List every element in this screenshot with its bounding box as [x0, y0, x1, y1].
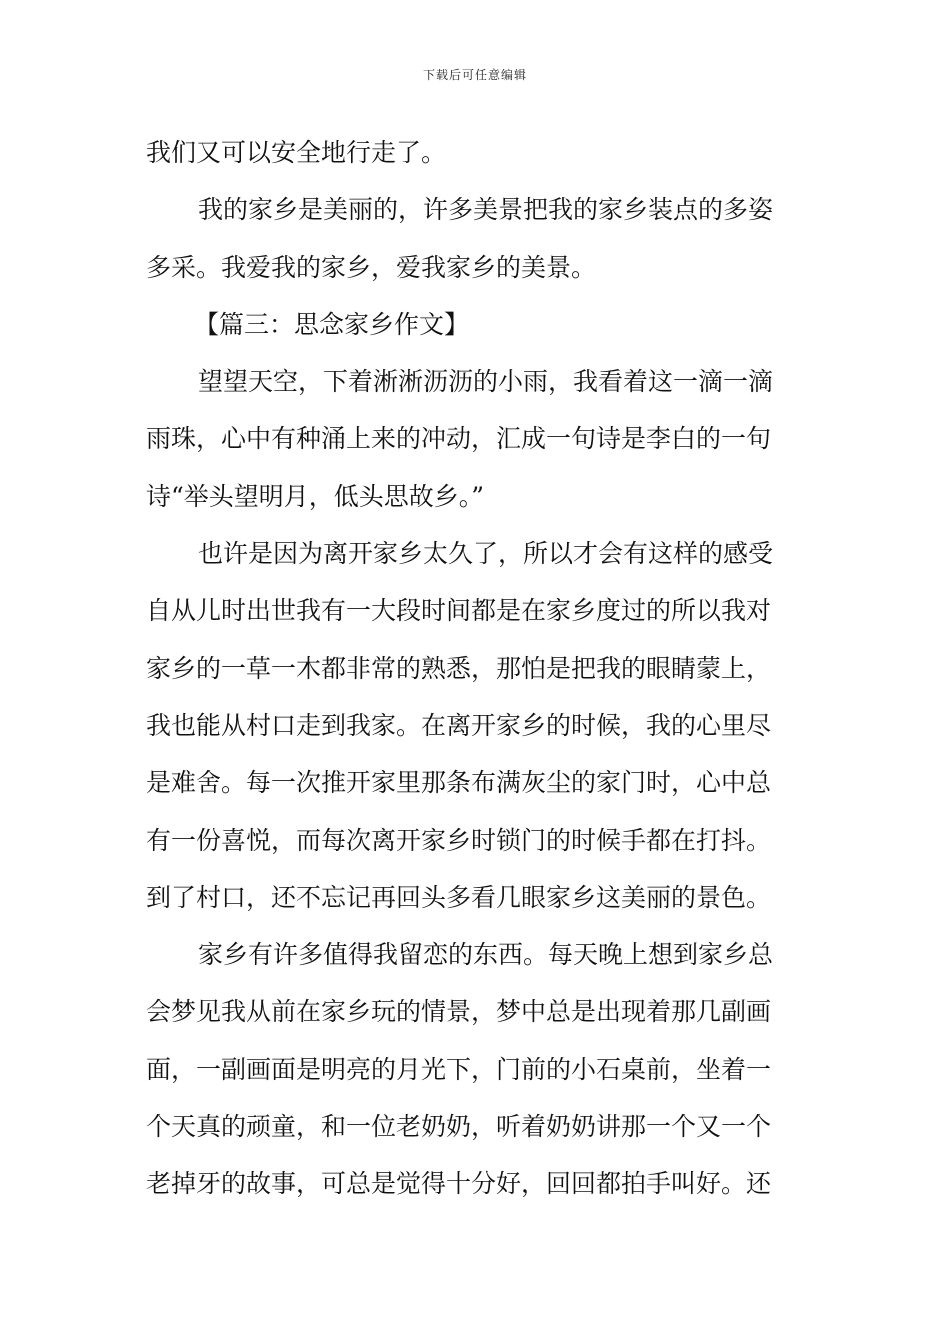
section-heading: 【篇三：思念家乡作文】	[194, 309, 470, 339]
text-line: 家乡的一草一木都非常的熟悉，那怕是把我的眼睛蒙上，	[146, 653, 772, 683]
text-line: 到了村口，还不忘记再回头多看几眼家乡这美丽的景色。	[146, 882, 772, 912]
text-line: 我的家乡是美丽的，许多美景把我的家乡装点的多姿	[198, 195, 774, 225]
text-line: 会梦见我从前在家乡玩的情景，梦中总是出现着那几副画	[146, 997, 772, 1027]
document-body	[146, 124, 806, 1213]
text-line: 老掉牙的故事，可总是觉得十分好，回回都拍手叫好。还	[146, 1169, 772, 1199]
text-line: 有一份喜悦，而每次离开家乡时锁门的时候手都在打抖。	[146, 825, 772, 855]
text-line: 诗“举头望明月，低头思故乡。”	[146, 481, 485, 511]
text-line: 家乡有许多值得我留恋的东西。每天晚上想到家乡总	[198, 940, 774, 970]
text-line: 雨珠，心中有种涌上来的冲动，汇成一句诗是李白的一句	[146, 424, 772, 454]
text-line: 个天真的顽童，和一位老奶奶，听着奶奶讲那一个又一个	[146, 1112, 772, 1142]
text-line: 自从儿时出世我有一大段时间都是在家乡度过的所以我对	[146, 596, 772, 626]
text-line: 多采。我爱我的家乡，爱我家乡的美景。	[146, 252, 597, 282]
text-line: 我们又可以安全地行走了。	[146, 138, 447, 167]
text-line: 面，一副画面是明亮的月光下，门前的小石桌前，坐着一	[146, 1054, 772, 1084]
page-header: 下载后可任意编辑	[422, 68, 527, 82]
text-line: 是难舍。每一次推开家里那条布满灰尘的家门时，心中总	[146, 768, 772, 798]
text-line: 也许是因为离开家乡太久了，所以才会有这样的感受	[198, 539, 774, 569]
text-line: 望望天空，下着淅淅沥沥的小雨，我看着这一滴一滴	[198, 367, 774, 397]
text-line: 我也能从村口走到我家。在离开家乡的时候，我的心里尽	[146, 710, 772, 740]
